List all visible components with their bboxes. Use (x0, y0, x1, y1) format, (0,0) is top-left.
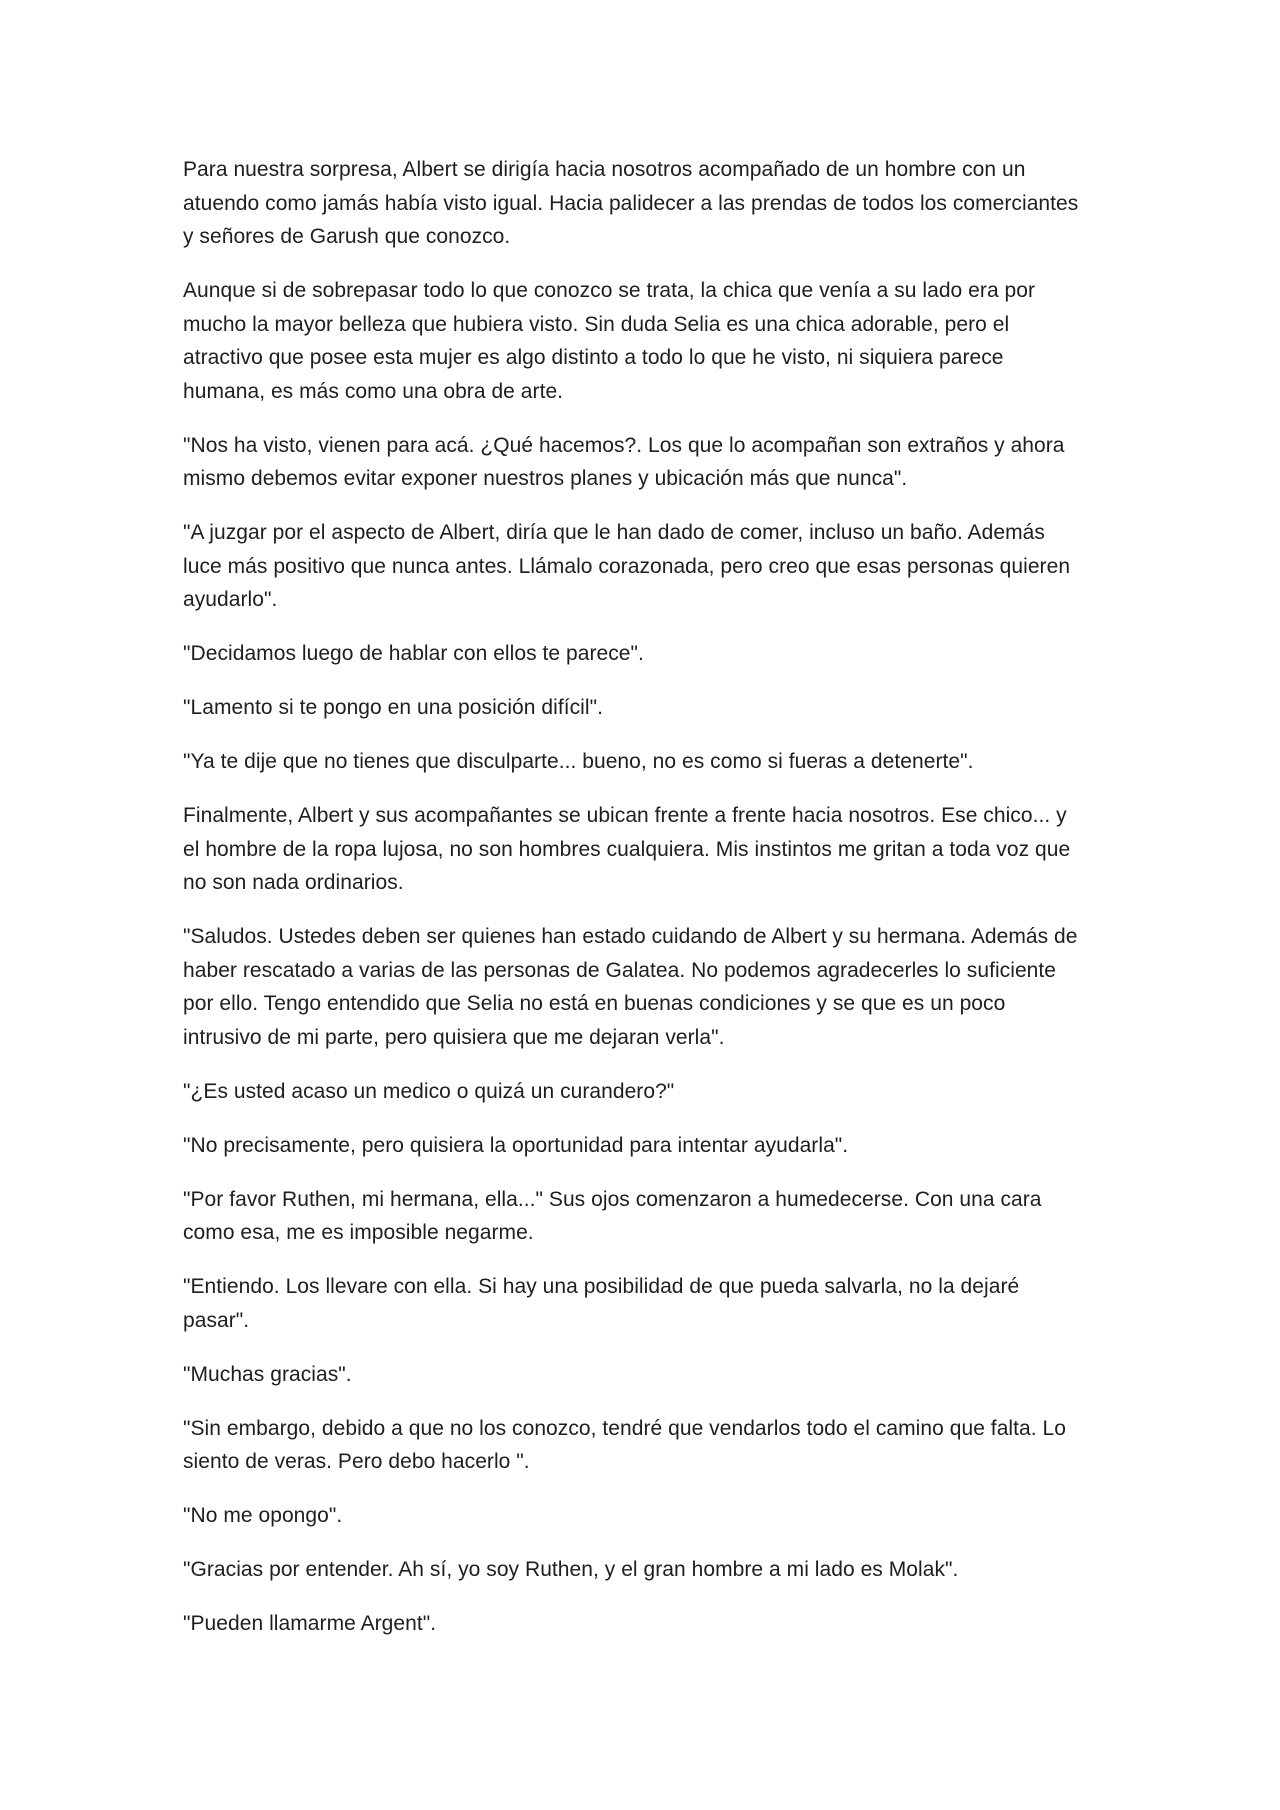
text-line: "Sin embargo, debido a que no los conozco, tendré que vendarlos todo el camino que falta. Lo (183, 1416, 1066, 1440)
text-line: "Ya te dije que no tienes que disculparte... bueno, no es como si fueras a detenerte". (183, 750, 974, 773)
text-line: por ello. Tengo entendido que Selia no está en buenas condiciones y se que es un poco (183, 992, 1006, 1015)
text-line: como esa, me es imposible negarme. (183, 1221, 534, 1244)
paragraph (183, 1129, 1103, 1163)
paragraph (183, 1499, 1103, 1533)
text-line: "A juzgar por el aspecto de Albert, diría que le han dado de comer, incluso un baño. Además (183, 521, 1045, 544)
text-line: Para nuestra sorpresa, Albert se dirigía hacia nosotros acompañado de un hombre con un (183, 158, 1026, 181)
text-line: "¿Es usted acaso un medico o quizá un curandero?" (183, 1079, 675, 1103)
text-line: "Pueden llamarme Argent". (183, 1612, 437, 1635)
paragraph (183, 153, 1103, 254)
text-line: Finalmente, Albert y sus acompañantes se ubican frente a frente hacia nosotros. Ese chico... y (183, 804, 1067, 827)
text-line: "Nos ha visto, vienen para acá. ¿Qué hacemos?. Los que lo acompañan son extraños y ahora (183, 433, 1065, 457)
text-line: el hombre de la ropa lujosa, no son hombres cualquiera. Mis instintos me gritan a toda voz que (183, 837, 1071, 861)
text-line: Aunque si de sobrepasar todo lo que conozco se trata, la chica que venía a su lado era por (183, 279, 1036, 302)
document-body (183, 153, 1103, 1661)
text-line: haber rescatado a varias de las personas de Galatea. No podemos agradecerles lo suficiente (183, 958, 1057, 982)
text-line: luce más positivo que nunca antes. Llámalo corazonada, pero creo que esas personas quieren (183, 554, 1071, 578)
text-line: ayudarlo". (183, 588, 278, 611)
text-line: siento de veras. Pero debo hacerlo ". (183, 1450, 530, 1473)
text-line: "Entiendo. Los llevare con ella. Si hay una posibilidad de que pueda salvarla, no la dejaré (183, 1275, 1020, 1298)
paragraph (183, 1553, 1103, 1587)
paragraph (183, 1358, 1103, 1392)
text-line: "Muchas gracias". (183, 1362, 352, 1386)
text-line: atuendo como jamás había visto igual. Hacia palidecer a las prendas de todos los comerciantes (183, 191, 1079, 215)
text-line: "No precisamente, pero quisiera la oportunidad para intentar ayudarla". (183, 1133, 849, 1157)
paragraph (183, 429, 1103, 496)
paragraph (183, 920, 1103, 1054)
paragraph (183, 1270, 1103, 1337)
paragraph (183, 274, 1103, 408)
paragraph (183, 1183, 1103, 1250)
text-line: "Lamento si te pongo en una posición difícil". (183, 696, 603, 719)
paragraph (183, 1412, 1103, 1479)
text-line: no son nada ordinarios. (183, 871, 404, 894)
text-line: humana, es más como una obra de arte. (183, 379, 564, 403)
paragraph (183, 637, 1103, 671)
text-line: atractivo que posee esta mujer es algo distinto a todo lo que he visto, ni siquiera parece (183, 346, 1004, 369)
text-line: "Por favor Ruthen, mi hermana, ella..." Sus ojos comenzaron a humedecerse. Con una cara (183, 1187, 1042, 1211)
text-line: "Saludos. Ustedes deben ser quienes han estado cuidando de Albert y su hermana. Además de (183, 925, 1078, 948)
paragraph (183, 745, 1103, 779)
paragraph (183, 516, 1103, 617)
text-line: "Gracias por entender. Ah sí, yo soy Ruthen, y el gran hombre a mi lado es Molak". (183, 1558, 959, 1581)
paragraph (183, 1075, 1103, 1109)
text-line: mismo debemos evitar exponer nuestros planes y ubicación más que nunca". (183, 467, 908, 490)
text-line: y señores de Garush que conozco. (183, 225, 511, 248)
text-line: pasar". (183, 1308, 250, 1332)
paragraph (183, 691, 1103, 725)
paragraph (183, 1607, 1103, 1641)
text-line: intrusivo de mi parte, pero quisiera que me dejaran verla". (183, 1025, 725, 1049)
text-line: mucho la mayor belleza que hubiera visto. Sin duda Selia es una chica adorable, pero el (183, 312, 1010, 336)
paragraph (183, 799, 1103, 900)
text-line: "No me opongo". (183, 1504, 343, 1527)
text-line: "Decidamos luego de hablar con ellos te parece". (183, 642, 644, 665)
